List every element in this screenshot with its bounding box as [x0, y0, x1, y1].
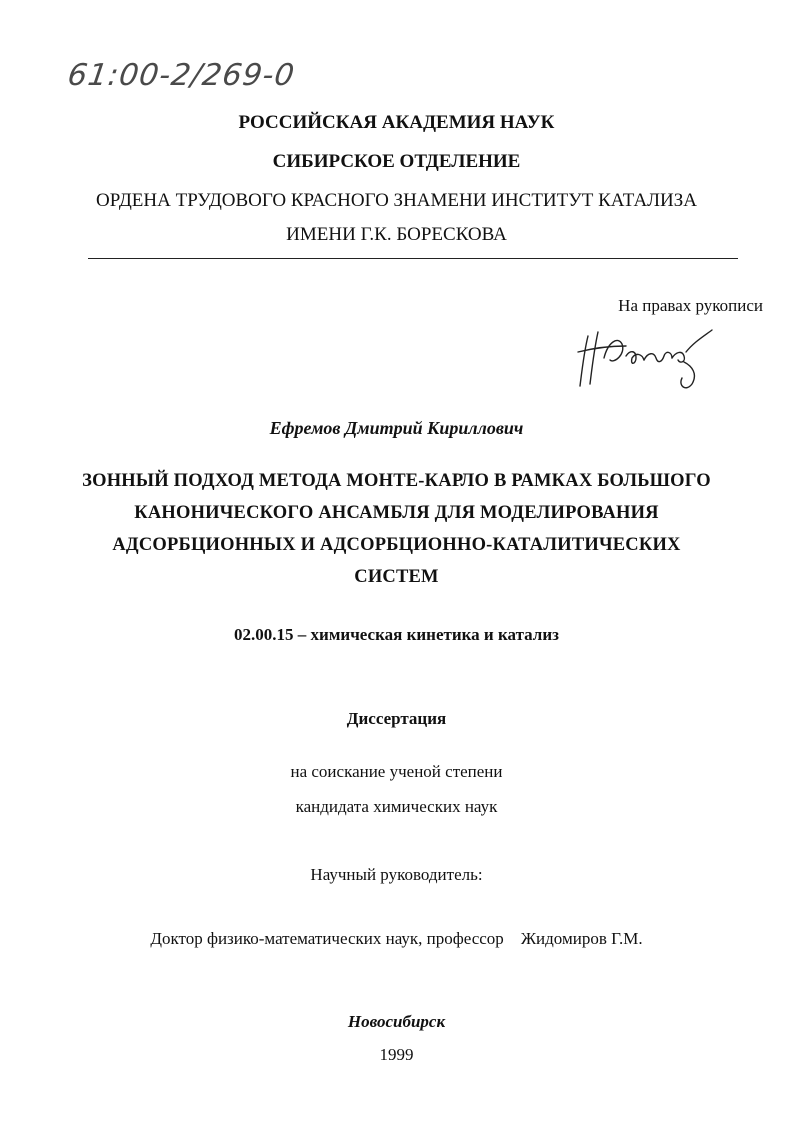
specialty-code: 02.00.15 – химическая кинетика и катализ: [234, 625, 559, 644]
supervisor-name: Жидомиров Г.М.: [520, 929, 643, 948]
header-branch: СИБИРСКОЕ ОТДЕЛЕНИЕ: [272, 151, 521, 172]
title-line-4: СИСТЕМ: [354, 567, 439, 587]
header-institute: ОРДЕНА ТРУДОВОГО КРАСНОГО ЗНАМЕНИ ИНСТИТУТ КАТАЛИЗА: [95, 190, 698, 211]
supervisor-line: [0, 929, 793, 949]
header-academy: РОССИЙСКАЯ АКАДЕМИЯ НАУК: [238, 112, 555, 133]
degree-line-2: кандидата химических наук: [295, 797, 498, 816]
title-line-1: ЗОННЫЙ ПОДХОД МЕТОДА МОНТЕ-КАРЛО В РАМКАХ БОЛЬШОГО: [82, 471, 711, 491]
manuscript-rights-note: На правах рукописи: [618, 296, 763, 315]
header-divider: [88, 258, 738, 259]
year: 1999: [379, 1045, 414, 1064]
supervisor-label: Научный руководитель:: [310, 865, 483, 884]
header-institute-name: ИМЕНИ Г.К. БОРЕСКОВА: [286, 224, 507, 245]
author-signature: [574, 322, 724, 392]
work-type: Диссертация: [346, 709, 447, 728]
author-name: Ефремов Дмитрий Кириллович: [269, 418, 524, 438]
degree-line-1: на соискание ученой степени: [290, 762, 503, 781]
handwritten-registration-number: 61:00-2/269-0: [65, 58, 298, 93]
title-line-3: АДСОРБЦИОННЫХ И АДСОРБЦИОННО-КАТАЛИТИЧЕСКИХ: [112, 535, 681, 555]
supervisor-credentials: Доктор физико-математических наук, профессор: [150, 929, 504, 948]
title-line-2: КАНОНИЧЕСКОГО АНСАМБЛЯ ДЛЯ МОДЕЛИРОВАНИЯ: [134, 503, 659, 523]
city: Новосибирск: [347, 1012, 446, 1031]
